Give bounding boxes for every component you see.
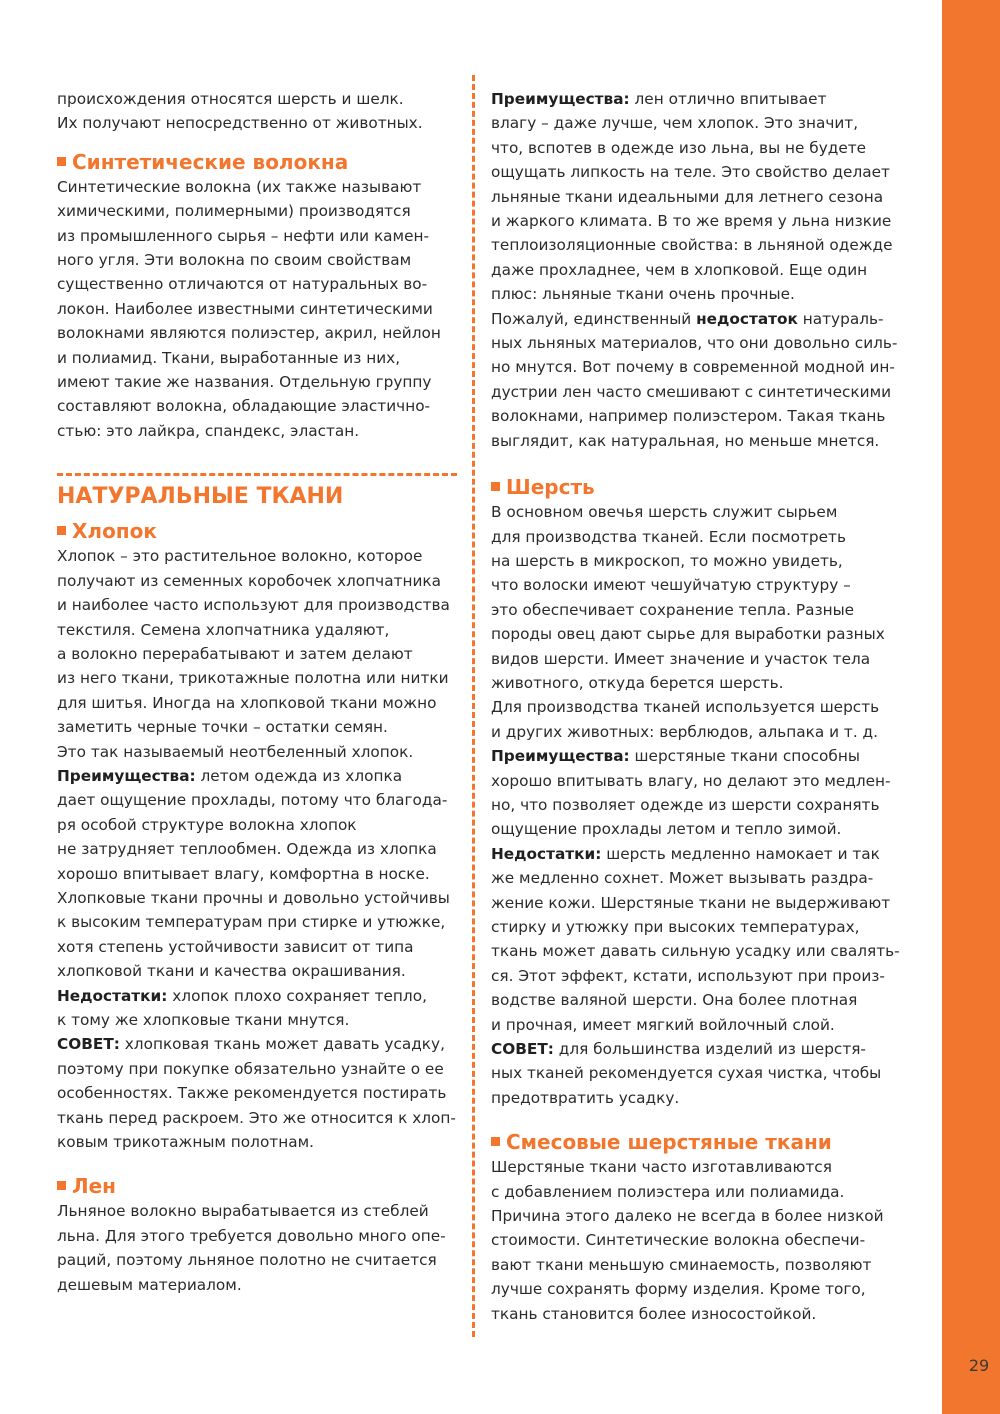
text-line: для шитья. Иногда на хлопковой ткани можно <box>57 693 437 712</box>
page-number: 29 <box>968 1356 990 1375</box>
advantages-line: Преимущества: летом одежда из хлопка <box>57 766 403 785</box>
disadvantages-label: Недостатки: <box>491 844 602 863</box>
disadvantages-label: Недостатки: <box>57 986 168 1005</box>
text-line: Это так называемый неотбеленный хлопок. <box>57 742 414 761</box>
advantages-line: Преимущества: шерстяные ткани способны <box>491 747 860 766</box>
text-line: из промышленного сырья – нефти или камен- <box>57 226 430 245</box>
text-line: ковым трикотажным полотнам. <box>57 1133 314 1152</box>
text-line: дешевым материалом. <box>57 1275 242 1294</box>
text-line: с добавлением полиэстера или полиамида. <box>491 1182 845 1201</box>
text-line: Льняное волокно вырабатывается из стеблей <box>57 1202 429 1221</box>
text-line: раций, поэтому льняное полотно не считается <box>57 1251 437 1270</box>
text-line: и полиамид. Ткани, выработанные из них, <box>57 348 401 367</box>
text-line: ткань перед раскроем. Это же относится к хлоп- <box>57 1108 456 1127</box>
tip-label: СОВЕТ: <box>57 1035 120 1054</box>
text-line: составляют волокна, обладающие эластично- <box>57 397 431 416</box>
disadvantages-line: Недостатки: хлопок плохо сохраняет тепло, <box>57 986 427 1005</box>
left-column <box>57 87 457 1297</box>
text-line: Синтетические волокна (их также называют <box>57 177 422 196</box>
advantages-label: Преимущества: <box>491 747 630 766</box>
paragraph <box>57 175 457 443</box>
text-line: хотя степень устойчивости зависит от типа <box>57 937 414 956</box>
column-divider <box>472 75 475 1337</box>
text-line: льна. Для этого требуется довольно много опе- <box>57 1226 446 1245</box>
tip-label: СОВЕТ: <box>491 1040 554 1059</box>
text-line: В основном овечья шерсть служит сырьем <box>491 503 838 522</box>
cotton-section <box>57 519 457 1154</box>
tip-line: СОВЕТ: для большинства изделий из шерстя- <box>491 1040 866 1059</box>
text-line: Для производства тканей используется шерсть <box>491 698 880 717</box>
text-line: Шерстяные ткани часто изготавливаются <box>491 1158 832 1177</box>
subheading: Хлопок <box>57 519 457 544</box>
text-line: жение кожи. Шерстяные ткани не выдерживают <box>491 893 891 912</box>
text-line: дустрии лен часто смешивают с синтетическими <box>491 382 892 401</box>
text-line: теплоизоляционные свойства: в льняной одежде <box>491 236 893 255</box>
text-line: текстиля. Семена хлопчатника удаляют, <box>57 620 390 639</box>
text-line: что волоски имеют чешуйчатую структуру – <box>491 576 851 595</box>
text-line: ощущение прохлады летом и тепло зимой. <box>491 820 842 839</box>
square-bullet-icon <box>57 526 66 535</box>
text-line: породы овец дают сырье для выработки разных <box>491 625 885 644</box>
disadvantage-label: недостаток <box>696 309 798 328</box>
intro-paragraph <box>57 87 457 136</box>
text-line: ткань может давать сильную усадку или свалять- <box>491 942 900 961</box>
text-line: хлопковой ткани и качества окрашивания. <box>57 962 406 981</box>
text-line: волокнами являются полиэстер, акрил, нейлон <box>57 324 441 343</box>
text-line: стирку и утюжку при высоких температурах, <box>491 918 860 936</box>
section-heading: НАТУРАЛЬНЫЕ ТКАНИ <box>57 484 344 510</box>
square-bullet-icon <box>57 157 66 166</box>
text-line: это обеспечивает сохранение тепла. Разные <box>491 600 855 619</box>
text-line: выглядит, как натуральная, но меньше мнется. <box>491 431 880 450</box>
text-line: волокнами, например полиэстером. Такая ткань <box>491 407 886 426</box>
text-line: но мнутся. Вот почему в современной модной ин- <box>491 358 895 377</box>
text-line: водстве валяной шерсти. Она более плотная <box>491 991 858 1010</box>
text-line: не затрудняет теплообмен. Одежда из хлопка <box>57 840 437 859</box>
text-line: ных льняных материалов, что они довольно силь- <box>491 334 898 353</box>
text-line: влагу – даже лучше, чем хлопок. Это значит, <box>491 114 859 133</box>
text-line: лучше сохранять форму изделия. Кроме того, <box>491 1280 866 1299</box>
subheading: Лен <box>57 1174 457 1199</box>
text-line: к тому же хлопковые ткани мнутся. <box>57 1011 350 1029</box>
text-line: получают из семенных коробочек хлопчатника <box>57 571 442 590</box>
square-bullet-icon <box>57 1181 66 1190</box>
text-line: ря особой структуре волокна хлопок <box>57 815 357 834</box>
text-line: химическими, полимерными) производятся <box>57 202 411 221</box>
text-line: имеют такие же названия. Отдельную группу <box>57 373 432 392</box>
orange-side-stripe <box>942 0 1000 1414</box>
text-line: и прочная, имеет мягкий войлочный слой. <box>491 1015 835 1034</box>
text-line: дает ощущение прохлады, потому что благода- <box>57 791 448 810</box>
text-line: ся. Этот эффект, кстати, используют при произ- <box>491 966 885 985</box>
advantages-label: Преимущества: <box>491 90 630 108</box>
text-line: ных тканей рекомендуется сухая чистка, чтобы <box>491 1064 882 1083</box>
text-line: ощущать липкость на теле. Это свойство делает <box>491 163 890 182</box>
subheading: Синтетические волокна <box>57 150 457 175</box>
text-line: Хлопковые ткани прочны и довольно устойчивы <box>57 888 450 907</box>
text-line: заметить черные точки – остатки семян. <box>57 718 388 737</box>
linen-continued-section <box>491 87 901 453</box>
text-line: ного угля. Эти волокна по своим свойствам <box>57 251 412 270</box>
text-line: стью: это лайкра, спандекс, эластан. <box>57 421 360 440</box>
text-line: и жаркого климата. В то же время у льна низкие <box>491 212 892 231</box>
text-line: существенно отличаются от натуральных во- <box>57 275 428 294</box>
text-line: видов шерсти. Имеет значение и участок тела <box>491 649 871 668</box>
text-line: что, вспотев в одежде изо льна, вы не будете <box>491 138 867 157</box>
wool-section <box>491 475 901 1110</box>
disadvantage-line: Пожалуй, единственный недостаток натураль- <box>491 309 884 328</box>
text-line: к высоким температурам при стирке и утюжке, <box>57 913 446 932</box>
text-line: же медленно сохнет. Может вызывать раздра- <box>491 869 874 888</box>
right-column <box>491 87 901 1326</box>
text-line: из него ткани, трикотажные полотна или нитки <box>57 669 449 688</box>
square-bullet-icon <box>491 1137 500 1146</box>
text-line: хорошо впитывает влагу, комфортна в носке. <box>57 864 430 883</box>
blended-wool-section <box>491 1130 901 1326</box>
text-line: и наиболее часто используют для производства <box>57 596 450 615</box>
text-line: Их получают непосредственно от животных. <box>57 114 423 133</box>
text-line: на шерсть в микроскоп, то можно увидеть, <box>491 551 843 570</box>
text-line: поэтому при покупке обязательно узнайте о ее <box>57 1059 444 1078</box>
natural-fabrics-section <box>57 473 457 512</box>
text-line: стоимости. Синтетические волокна обеспечи- <box>491 1231 866 1250</box>
text-line: плюс: льняные ткани очень прочные. <box>491 285 795 304</box>
text-line: ткань становится более износостойкой. <box>491 1304 817 1323</box>
advantages-line: Преимущества: лен отлично впитывает <box>491 90 827 108</box>
text-line: животного, откуда берется шерсть. <box>491 673 784 692</box>
text-line: но, что позволяет одежде из шерсти сохранять <box>491 795 880 814</box>
tip-line: СОВЕТ: хлопковая ткань может давать усадку, <box>57 1035 445 1054</box>
text-line: Причина этого далеко не всегда в более низкой <box>491 1207 884 1226</box>
text-line: а волокно перерабатывают и затем делают <box>57 644 413 663</box>
linen-section <box>57 1174 457 1297</box>
text-line: вают ткани меньшую сминаемость, позволяют <box>491 1255 872 1274</box>
disadvantages-line: Недостатки: шерсть медленно намокает и так <box>491 844 880 863</box>
text-line: для производства тканей. Если посмотреть <box>491 527 846 546</box>
text-line: происхождения относятся шерсть и шелк. <box>57 90 404 108</box>
subheading: Шерсть <box>491 475 901 500</box>
subheading: Смесовые шерстяные ткани <box>491 1130 901 1155</box>
text-line: льняные ткани идеальными для летнего сезона <box>491 187 884 206</box>
synthetic-fibers-section <box>57 150 457 443</box>
text-line: локон. Наиболее известными синтетическими <box>57 299 433 318</box>
square-bullet-icon <box>491 482 500 491</box>
text-line: предотвратить усадку. <box>491 1088 680 1107</box>
text-line: особенностях. Также рекомендуется постирать <box>57 1084 447 1103</box>
text-line: хорошо впитывать влагу, но делают это медлен- <box>491 771 891 790</box>
text-line: Хлопок – это растительное волокно, которое <box>57 547 423 566</box>
text-line: и других животных: верблюдов, альпака и т. д. <box>491 722 878 741</box>
advantages-label: Преимущества: <box>57 766 196 785</box>
text-line: даже прохладнее, чем в хлопковой. Еще один <box>491 260 868 279</box>
